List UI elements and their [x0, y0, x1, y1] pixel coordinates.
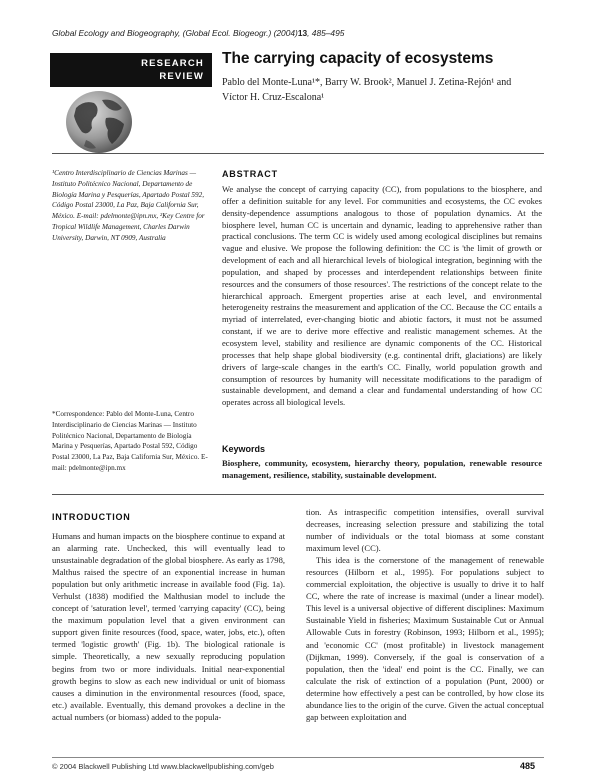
author-list [222, 75, 522, 105]
abstract-divider [52, 494, 544, 495]
journal-volume: 13 [297, 28, 308, 38]
abstract-body: We analyse the concept of carrying capacity (CC), from populations to the biosphere, and offer a definition suitable for any level. For communities and ecosystems, the CC evokes density-dependence assumptions analogous to those of population dynamics. At the biosphere level, human CC is uncertain and dynamic, leading to apprehensive rather than practical conclusions. The term CC is widely used among ecological disciplines but remains vague and elusive. We propose the following definition: the CC is 'the limit of growth or development of each and all hierarchical levels of biological integration, beginning with the population, and shaped by processes and interdependent relationships between finite resources and the consumers of those resources'. The restrictions of the concept relate to the hierarchical approach. Emergent properties arise at each level, and environmental heterogeneity restrains the measurement and application of the CC. Because the CC entails a myriad of interrelated, ever-changing biotic and abiotic factors, it must not be assumed constant, if we are to derive more effective and realistic management schemes. At the ecosystem level, stability and resilience are dynamic components of the CC. Historical processes that help shape global biodiversity (e.g. continental drift, glaciations) are likely drivers of large-scale changes in the earth's CC. Finally, world population growth and consumption of resources by humanity will necessitate modifications to the paradigm of sustainable development, and demand a clear and fundamental understanding of how CC operates across all biological levels. [222, 184, 542, 408]
footer-divider [52, 757, 544, 758]
introduction-heading: INTRODUCTION [52, 512, 131, 522]
copyright-footer: © 2004 Blackwell Publishing Ltd www.blackwellpublishing.com/geb [52, 762, 274, 771]
article-title: The carrying capacity of ecosystems [222, 50, 494, 67]
correspondence: *Correspondence: Pablo del Monte-Luna, Centro Interdisciplinario de Ciencias Marinas — Instituto Politécnico Nacional, Departamento de Biología Marina y Pesquerías, Apartado Postal 592, Código Postal 23000, La Paz, Baja California Sur, México. E-mail: pdelmonte@ipn.mx [52, 410, 208, 472]
keywords-list: Biosphere, community, ecosystem, hierarchy theory, population, renewable resource management, resilience, stability, sustainable development. [222, 458, 542, 480]
page-number: 485 [520, 761, 536, 771]
journal-citation: Global Ecology and Biogeography, (Global Ecol. Biogeogr.) (2004) [52, 28, 298, 38]
badge-line-1: RESEARCH [141, 58, 204, 69]
header-divider [52, 153, 544, 154]
intro-paragraph-1: Humans and human impacts on the biosphere continue to expand at an alarming rate. Unchecked, this will eventually lead to unsustainable degradation of the global biosphere. As early as 1798, Malthus raised the spectre of an exponential increase in human population but only arithmetic increase in available food (Fig. 1a). Verhulst (1838) modified the Malthusian model to include the concept of 'saturation level', termed 'carrying capacity' (CC), being the maximum population level that a given environment can support given finite resources (food, space, water, jobs, etc.), often termed 'logistic growth' (Fig. 1b). The biological rationale is simple. Theoretically, a new sexually reproducing population begins from two or more individuals. Initial near-exponential growth begins to slow as each new individual or unit of biomass causes a diminution in the environmental resources (food, space, etc.) available. Eventually, this demand provokes a decline in the actual numbers (or biomass) added to the popula- [52, 531, 285, 722]
running-head [52, 28, 344, 38]
intro-right-column [306, 506, 544, 723]
authors-line-1: Pablo del Monte-Luna¹*, Barry W. Brook², Manuel J. Zetina-Rejón¹ and [222, 77, 512, 88]
authors-line-2: Víctor H. Cruz-Escalona¹ [222, 92, 325, 103]
intro-paragraph-1-cont: tion. As intraspecific competition intensifies, overall survival decreases, increasing selection pressure and stabilizing the total number of individuals or the total biomass at some constant maximum level (CC). [306, 507, 544, 554]
affiliations: ¹Centro Interdisciplinario de Ciencias Marinas — Instituto Politécnico Nacional, Departamento de Biología Marina y Pesquerías, Apartado Postal 592, Código Postal 23000, La Paz, Baja California Sur, México. E-mail: pdelmonte@ipn.mx, ²Key Centre for Tropical Wildlife Management, Charles Darwin University, Darwin, NT 0909, Australia [52, 169, 205, 242]
intro-left-column [52, 530, 285, 723]
abstract-heading: ABSTRACT [222, 169, 278, 179]
intro-paragraph-2: This idea is the cornerstone of the management of renewable resources (Hilborn et al., 1995). For populations subject to commercial exploitation, the objective is usually to drive it to half CC, where the rate of increase is maximal (under a linear model). This level is a universal objective of different disciplines: Maximum Sustainable Yield in fisheries; Maximum Sustainable Cut or Annual Allowable Cuts in forestry (Robinson, 1993; Hilborn et al., 1995); and 'economic CC' (most profitable) in livestock management (Dijkman, 1999). Conversely, if the goal is conservation of a population, then the 'ideal' end point is the CC. Finally, we can calculate the risk of extinction of a population (Punt, 2000) or determine how effectively a pest can be controlled, by how close its abundance lies to the origin of the curve. Given the actual conceptual gap between exploitation and [306, 555, 544, 722]
keywords-heading: Keywords [222, 444, 266, 454]
journal-pages: , 485–495 [307, 28, 345, 38]
badge-line-2: REVIEW [159, 71, 204, 82]
article-type-badge [50, 53, 212, 87]
globe-logo-icon [62, 86, 136, 156]
